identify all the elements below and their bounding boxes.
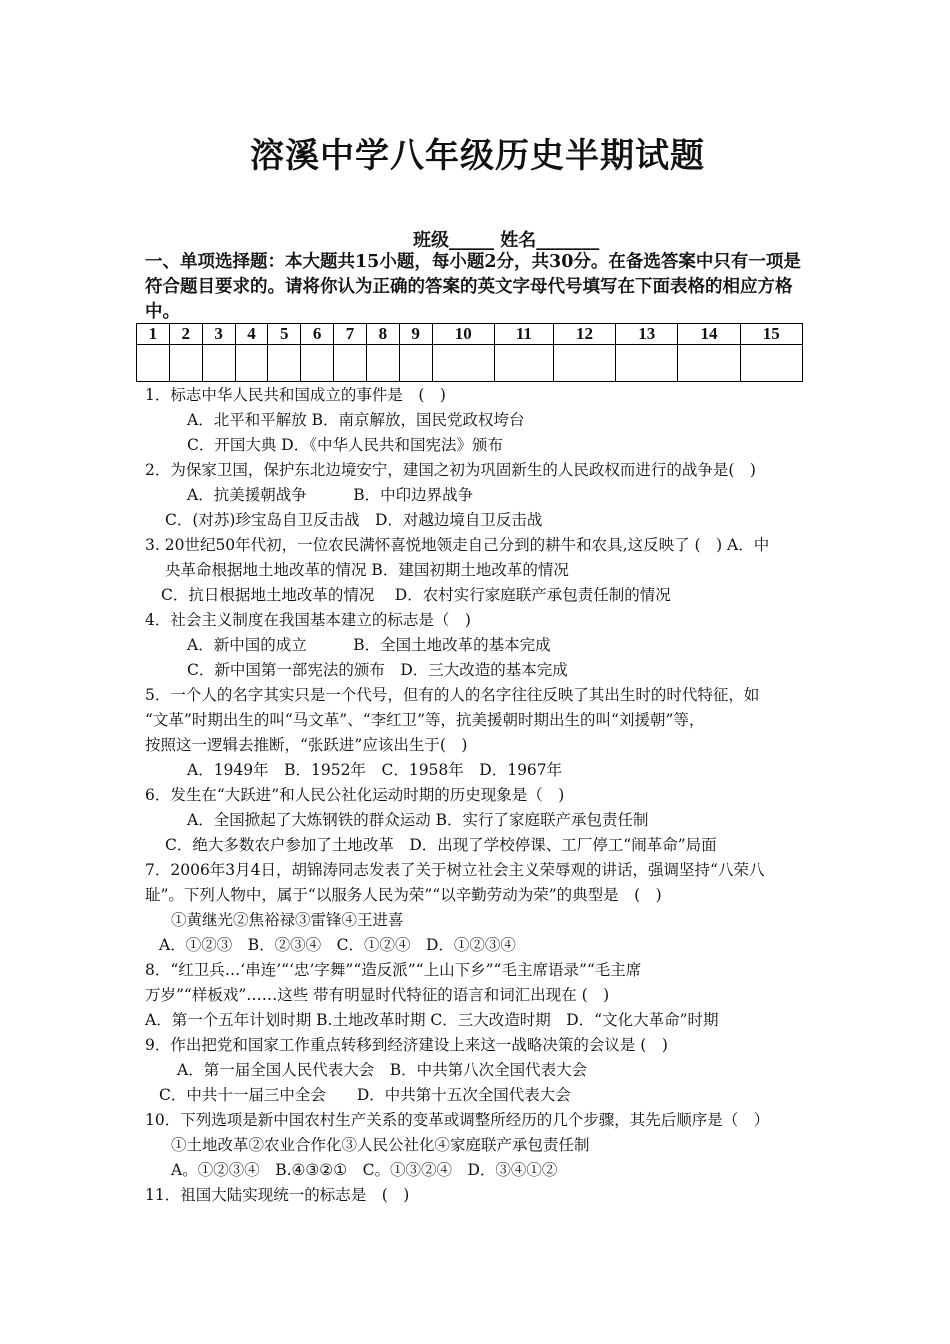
answer-table-header-cell: 6 <box>301 324 334 345</box>
q7-options: A．①②③ B．②③④ C．①②④ D．①②③④ <box>159 936 516 954</box>
answer-table-header-cell: 13 <box>616 324 678 345</box>
answer-table-header-cell: 9 <box>399 324 432 345</box>
answer-table <box>136 323 803 382</box>
q4-options-ab: A．新中国的成立 B．全国土地改革的基本完成 <box>187 636 551 654</box>
q10-stem: 10．下列选项是新中国农村生产关系的变革或调整所经历的几个步骤，其先后顺序是（ ） <box>145 1111 770 1129</box>
answer-table-header-cell: 11 <box>494 324 553 345</box>
answer-table-header-cell: 14 <box>678 324 740 345</box>
answer-table-header-cell: 7 <box>334 324 367 345</box>
answer-cell-2[interactable] <box>169 345 202 382</box>
answer-cell-8[interactable] <box>366 345 399 382</box>
q7-stem-line2: 耻”。下列人物中，属于“以服务人民为荣”“以辛勤劳动为荣”的典型是 ( ) <box>145 886 662 904</box>
q5-options: A．1949年 B．1952年 C．1958年 D．1967年 <box>187 761 563 779</box>
page-title: 溶溪中学八年级历史半期试题 <box>250 136 705 176</box>
answer-table-header-cell: 15 <box>740 324 802 345</box>
q5-stem-line2: “文革”时期出生的叫“马文革”、“李红卫”等，抗美援朝时期出生的叫“刘援朝”等， <box>145 711 705 729</box>
q3-stem: 3. 20世纪50年代初，一位农民满怀喜悦地领走自己分到的耕牛和农具,这反映了 ( ) A．中 <box>145 536 770 554</box>
q4-stem: 4．社会主义制度在我国基本建立的标志是（ ) <box>145 611 471 629</box>
q9-stem: 9．作出把党和国家工作重点转移到经济建设上来这一战略决策的会议是 ( ) <box>145 1036 668 1054</box>
q9-options-cd: C．中共十一届三中全会 D．中共第十五次全国代表大会 <box>159 1086 571 1104</box>
q2-options-ab: A．抗美援朝战争 B．中印边界战争 <box>187 486 474 504</box>
answer-cell-6[interactable] <box>301 345 334 382</box>
answer-table-header-cell: 12 <box>553 324 615 345</box>
answer-cell-11[interactable] <box>494 345 553 382</box>
answer-cell-12[interactable] <box>553 345 615 382</box>
q1-options-ab: A．北平和平解放 B．南京解放，国民党政权垮台 <box>187 411 525 429</box>
q6-options-ab: A．全国掀起了大炼钢铁的群众运动 B．实行了家庭联产承包责任制 <box>187 811 649 829</box>
answer-table-header-cell: 8 <box>366 324 399 345</box>
q11-stem: 11．祖国大陆实现统一的标志是 ( ) <box>145 1186 410 1204</box>
answer-cell-5[interactable] <box>268 345 301 382</box>
q5-stem-line3: 按照这一逻辑去推断，“张跃进”应该出生于( ) <box>145 736 468 754</box>
answer-table-blank-row[interactable] <box>137 345 803 382</box>
answer-cell-13[interactable] <box>616 345 678 382</box>
q6-options-cd: C．绝大多数农户参加了土地改革 D．出现了学校停课、工厂停工“闹革命”局面 <box>165 836 717 854</box>
answer-table-header-row <box>137 324 803 345</box>
q8-stem-line2: 万岁”“样板戏”……这些 带有明显时代特征的语言和词汇出现在 ( ) <box>145 986 610 1004</box>
q8-stem-line1: 8．“红卫兵…‘串连’“‘忠’字舞”“造反派”“上山下乡”“毛主席语录”“毛主席 <box>145 961 642 979</box>
section-instructions: 一、单项选择题：本大题共15小题，每小题2分，共30分。在备选答案中只有一项是符合题目要求的。请将你认为正确的答案的英文字母代号填写在下面表格的相应方格中。 <box>145 252 801 322</box>
q8-options: A．第一个五年计划时期 B.土地改革时期 C．三大改造时期 D．“文化大革命”时期 <box>145 1011 719 1029</box>
q1-options-cd: C．开国大典 D．《中华人民共和国宪法》颁布 <box>187 436 503 454</box>
q3-options-cd: C．抗日根据地土地改革的情况 D．农村实行家庭联产承包责任制的情况 <box>161 586 671 604</box>
answer-cell-14[interactable] <box>678 345 740 382</box>
answer-cell-3[interactable] <box>202 345 235 382</box>
q10-options: A。①②③④ B.④③②① C。①③②④ D．③④①② <box>171 1161 558 1179</box>
answer-table-header-cell: 4 <box>235 324 268 345</box>
q9-options-ab: A．第一届全国人民代表大会 B．中共第八次全国代表大会 <box>177 1061 588 1079</box>
answer-table-header-cell: 3 <box>202 324 235 345</box>
answer-cell-9[interactable] <box>399 345 432 382</box>
answer-cell-7[interactable] <box>334 345 367 382</box>
q10-items: ①土地改革②农业合作化③人民公社化④家庭联产承包责任制 <box>171 1136 590 1154</box>
q7-stem-line1: 7．2006年3月4日，胡锦涛同志发表了关于树立社会主义荣辱观的讲话，强调坚持“八荣八 <box>145 861 765 879</box>
answer-cell-1[interactable] <box>137 345 170 382</box>
answer-table-header-cell: 1 <box>137 324 170 345</box>
q2-options-cd: C．(对苏)珍宝岛自卫反击战 D．对越边境自卫反击战 <box>165 511 543 529</box>
answer-cell-4[interactable] <box>235 345 268 382</box>
q5-stem-line1: 5．一个人的名字其实只是一个代号，但有的人的名字往往反映了其出生时的时代特征，如 <box>145 686 760 704</box>
answer-cell-15[interactable] <box>740 345 802 382</box>
class-name-line: 班级_____ 姓名_______ <box>413 230 600 251</box>
answer-table-header-cell: 5 <box>268 324 301 345</box>
q1-stem: 1．标志中华人民共和国成立的事件是 ( ) <box>145 386 446 404</box>
q7-items: ①黄继光②焦裕禄③雷锋④王进喜 <box>171 911 404 929</box>
answer-table-header-cell: 2 <box>169 324 202 345</box>
q4-options-cd: C．新中国第一部宪法的颁布 D．三大改造的基本完成 <box>187 661 568 679</box>
answer-cell-10[interactable] <box>432 345 494 382</box>
answer-table-header-cell: 10 <box>432 324 494 345</box>
q2-stem: 2．为保家卫国，保护东北边境安宁，建国之初为巩固新生的人民政权而进行的战争是( ) <box>145 461 756 479</box>
q6-stem: 6．发生在“大跃进”和人民公社化运动时期的历史现象是（ ) <box>145 786 565 804</box>
q3-option-b: 央革命根据地土地改革的情况 B．建国初期土地改革的情况 <box>165 561 569 579</box>
